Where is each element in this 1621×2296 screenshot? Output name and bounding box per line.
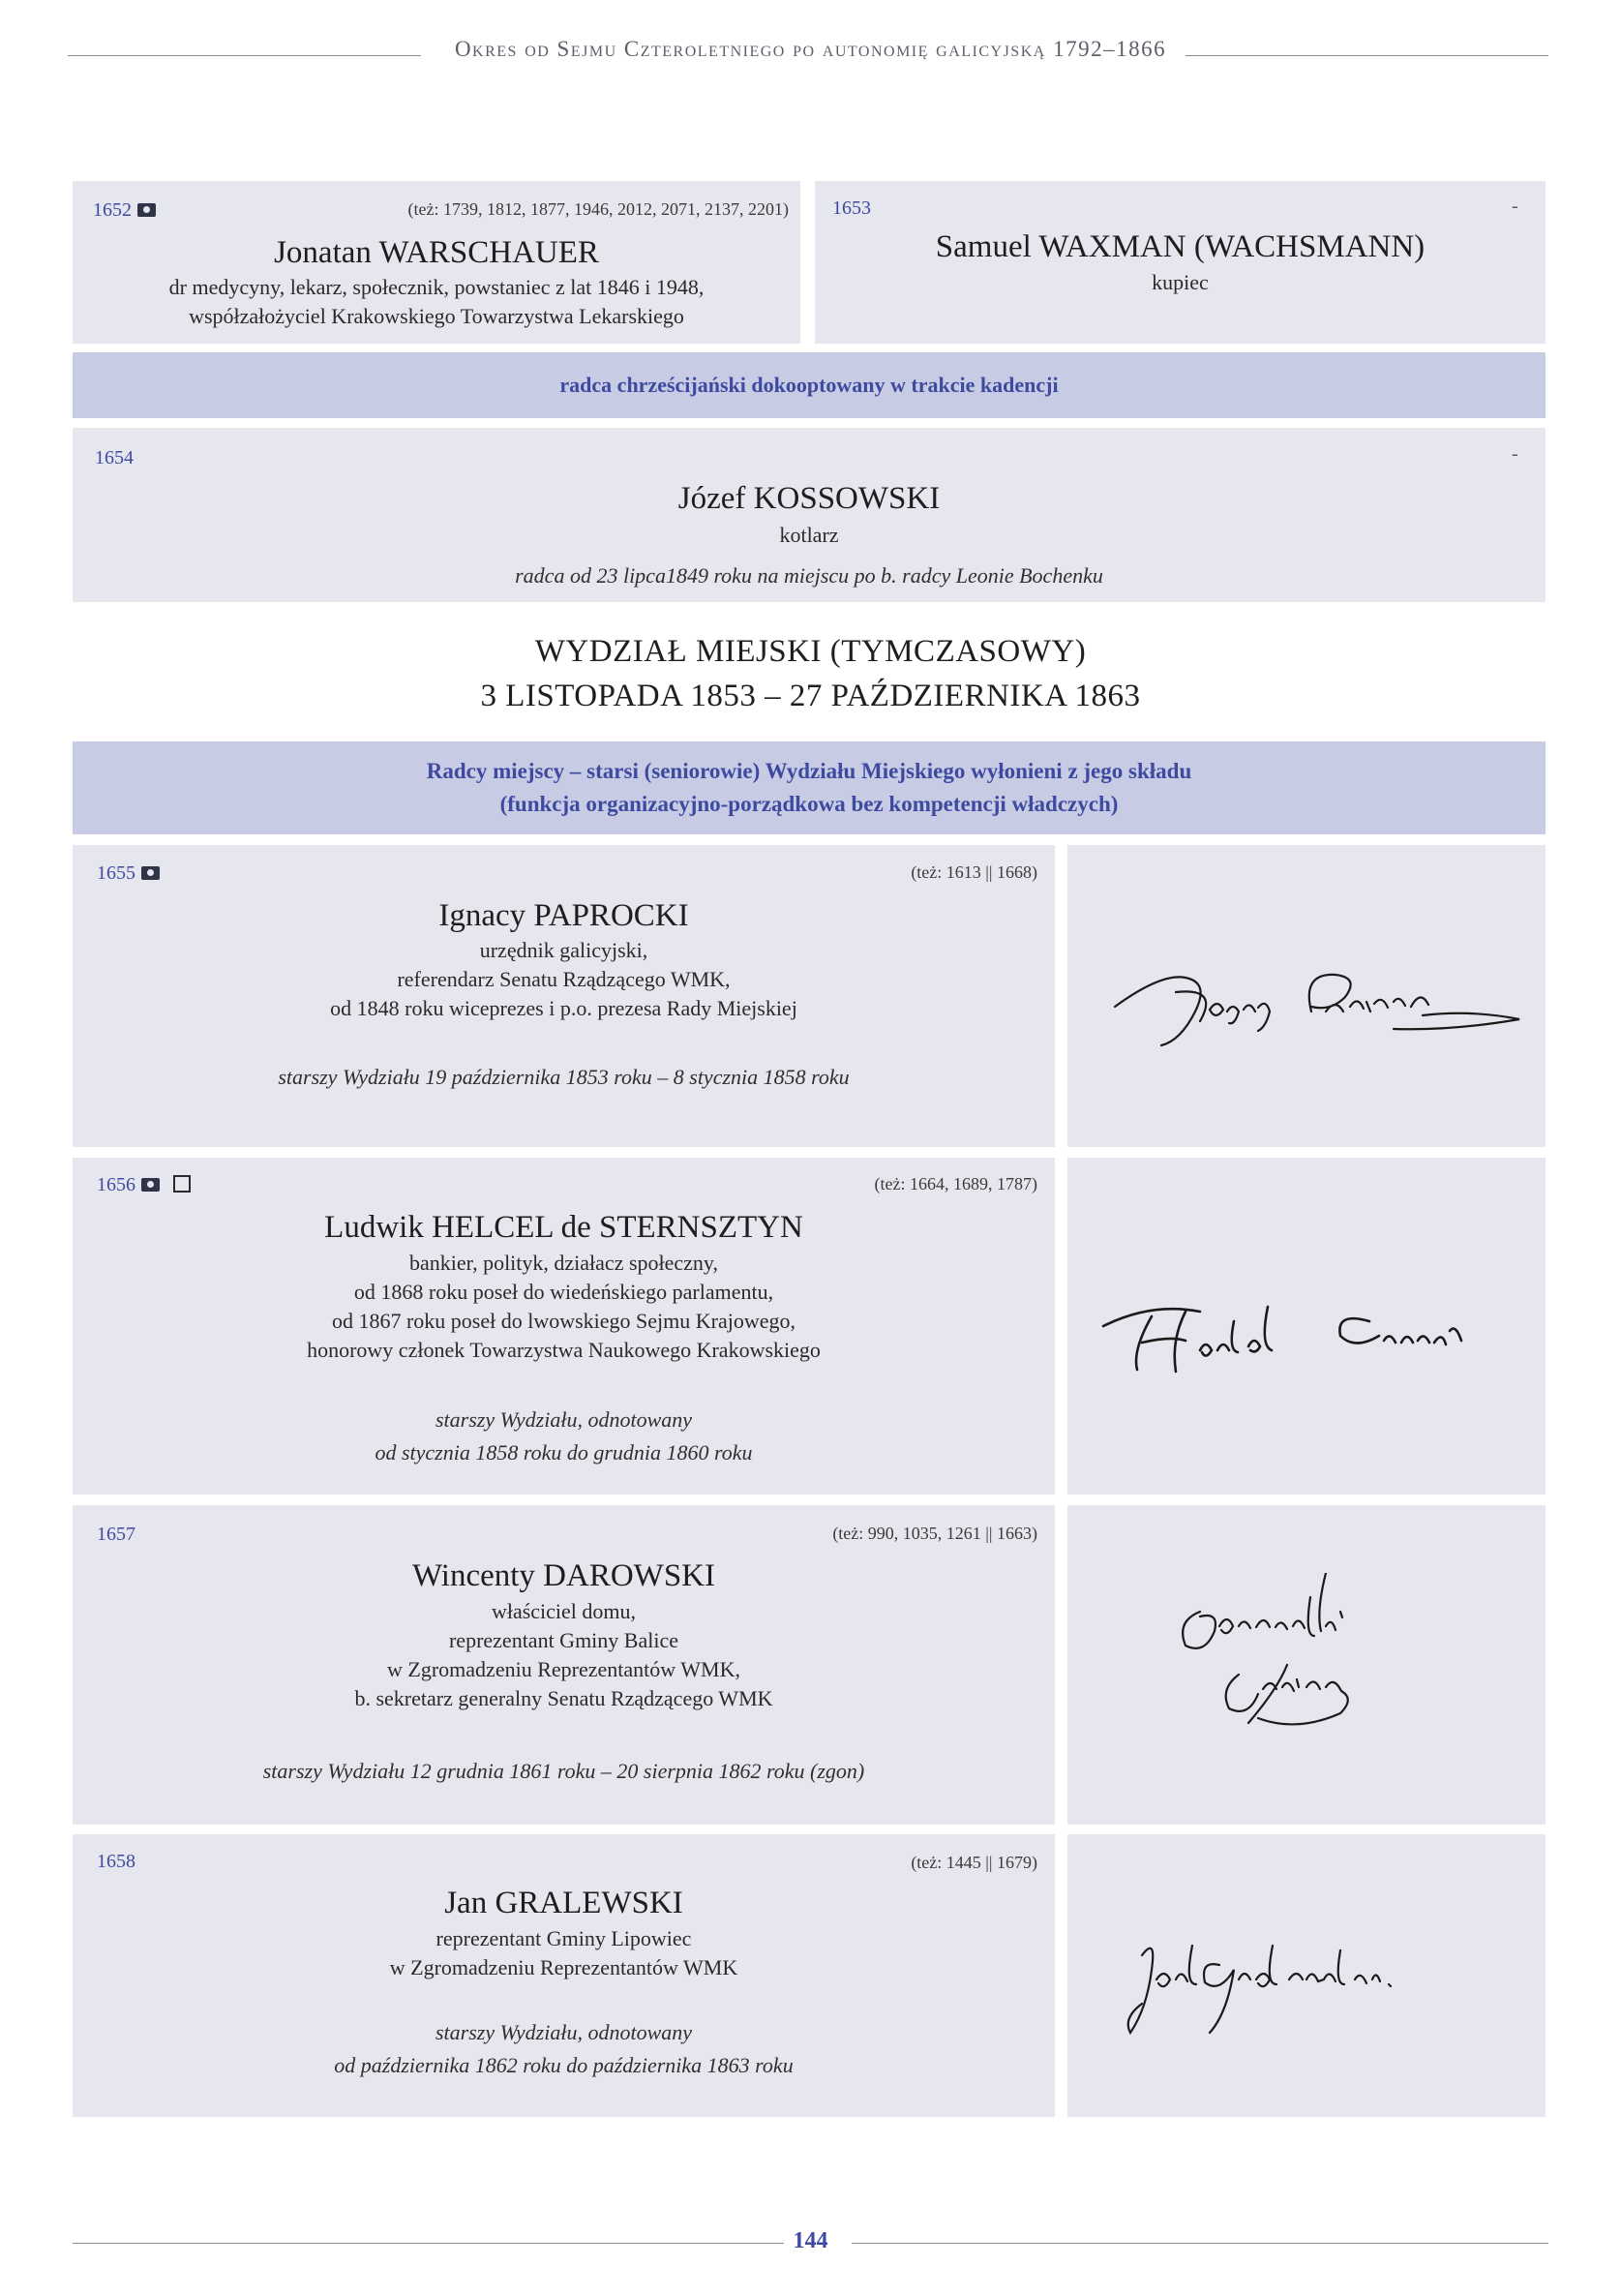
cross-reference-1657: (też: 990, 1035, 1261 || 1663) (832, 1524, 1037, 1543)
entry-number-1655: 1655 (97, 862, 160, 885)
entry-number-1658: 1658 (97, 1851, 135, 1872)
person-description-1657: właściciel domu, reprezentant Gminy Balice w Zgromadzeniu Reprezentantów WMK, b. sekretarz generalny Senatu Rządzącego WMK (354, 1599, 773, 1710)
section-band-seniors: Radcy miejscy – starsi (seniorowie) Wydziału Miejskiego wyłonieni z jego składu (funkcja organizacyjno-porządkowa bez kompetencji władczych) (73, 741, 1546, 834)
person-name-1654: Józef KOSSOWSKI (677, 481, 941, 516)
person-name-1657: Wincenty DAROWSKI (411, 1558, 716, 1593)
status-mark-1653: - (1512, 196, 1518, 217)
entry-number-1652: 1652 (93, 199, 156, 222)
person-description-1655: urzędnik galicyjski, referendarz Senatu Rządzącego WMK, od 1848 roku wiceprezes i p.o. prezesa Rady Miejskiej (330, 938, 797, 1020)
cross-reference-1656: (też: 1664, 1689, 1787) (874, 1174, 1037, 1193)
signature-image-1655 (1103, 953, 1529, 1060)
cross-reference-1652: (też: 1739, 1812, 1877, 1946, 2012, 2071, 2137, 2201) (407, 199, 789, 219)
person-description-1656: bankier, polityk, działacz społeczny, od 1868 roku poseł do wiedeńskiego parlamentu, od 1867 roku poseł do lwowskiego Sejmu Krajowego, honorowy członek Towarzystwa Naukowego Krakowskiego (307, 1251, 821, 1362)
person-description-1653: kupiec (1152, 270, 1209, 294)
entry-number-1654: 1654 (95, 447, 134, 468)
person-description-1652: dr medycyny, lekarz, społecznik, powstaniec z lat 1846 i 1948, współzałożyciel Krakowskiego Towarzystwa Lekarskiego (168, 275, 705, 328)
person-name-1653: Samuel WAXMAN (WACHSMANN) (935, 229, 1426, 264)
person-name-1658: Jan GRALEWSKI (444, 1886, 683, 1920)
person-name-1656: Ludwik HELCEL de STERNSZTYN (324, 1210, 803, 1245)
entry-number-1656: 1656 (97, 1174, 191, 1196)
section-title: WYDZIAŁ MIEJSKI (TYMCZASOWY) 3 LISTOPADA 1853 – 27 PAŹDZIERNIKA 1863 (480, 634, 1141, 713)
page-number: 144 (793, 2228, 828, 2253)
tenure-note-1654: radca od 23 lipca1849 roku na miejscu po b. radcy Leonie Bochenku (515, 563, 1103, 588)
person-description-1658: reprezentant Gminy Lipowiec w Zgromadzeniu Reprezentantów WMK (389, 1926, 738, 1979)
entry-number-1653: 1653 (832, 197, 871, 219)
tenure-note-1657: starszy Wydziału 12 grudnia 1861 roku – 20 sierpnia 1862 roku (zgon) (262, 1759, 865, 1783)
cross-reference-1655: (też: 1613 || 1668) (911, 862, 1037, 882)
cross-reference-1658: (też: 1445 || 1679) (911, 1853, 1037, 1872)
person-name-1652: Jonatan WARSCHAUER (274, 235, 599, 270)
running-title: Okres od Sejmu Czteroletniego po autonomię galicyjską 1792–1866 (454, 37, 1167, 61)
checkbox-icon (173, 1175, 191, 1193)
entry-number-1657: 1657 (97, 1524, 135, 1545)
camera-icon (141, 1178, 160, 1192)
signature-image-1658 (1113, 1926, 1519, 2042)
header-rule-right (1186, 55, 1548, 56)
signature-image-1656 (1094, 1283, 1519, 1389)
camera-icon (137, 203, 156, 217)
person-description-1654: kotlarz (779, 523, 839, 547)
signature-image-1657 (1161, 1573, 1471, 1747)
tenure-note-1655: starszy Wydziału 19 października 1853 roku – 8 stycznia 1858 roku (278, 1065, 850, 1089)
section-band-christian-councillor: radca chrześcijański dokooptowany w trakcie kadencji (73, 352, 1546, 418)
tenure-note-1656: starszy Wydziału, odnotowany od stycznia 1858 roku do grudnia 1860 roku (375, 1407, 753, 1465)
tenure-note-1658: starszy Wydziału, odnotowany od października 1862 roku do października 1863 roku (334, 2020, 794, 2077)
person-name-1655: Ignacy PAPROCKI (438, 898, 689, 933)
footer-rule-right (852, 2243, 1548, 2244)
status-mark-1654: - (1512, 443, 1518, 465)
camera-icon (141, 866, 160, 880)
